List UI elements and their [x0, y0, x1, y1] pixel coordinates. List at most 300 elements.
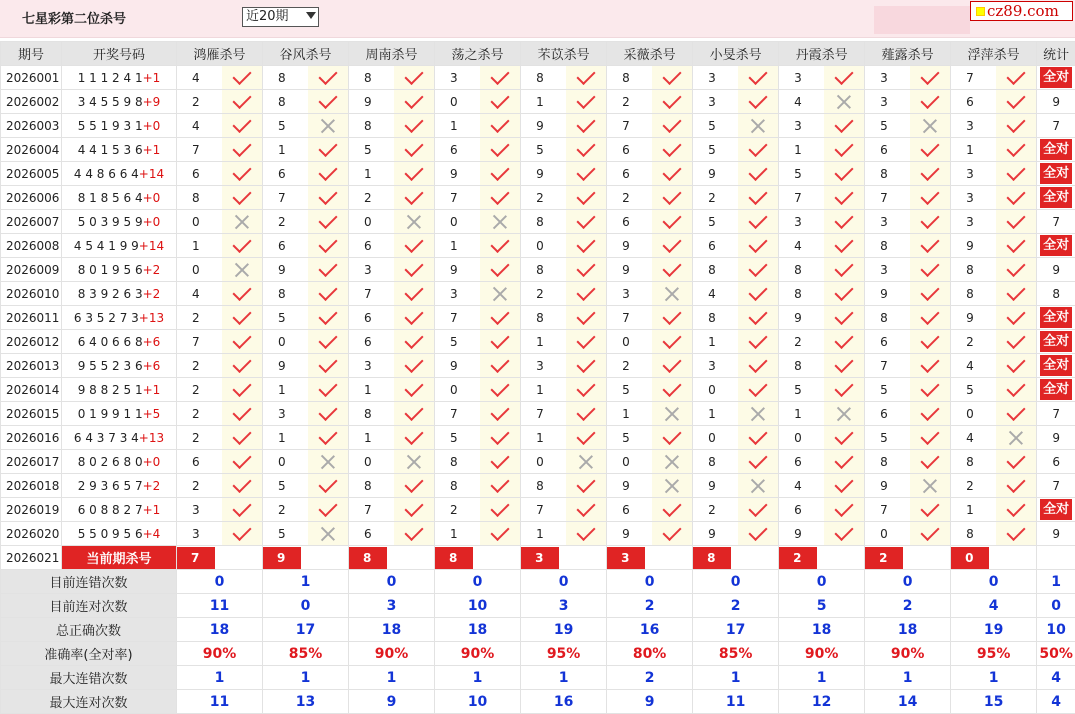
- current-kill-value: 2: [779, 547, 817, 569]
- chevron-down-icon: [306, 12, 316, 19]
- kill-number: 8: [693, 258, 738, 282]
- result-mark: [738, 378, 779, 402]
- stat-cell: [1037, 498, 1075, 522]
- check-icon: [662, 258, 681, 277]
- check-icon: [576, 402, 595, 421]
- summary-value: 18: [177, 618, 263, 642]
- draw-numbers: [62, 258, 177, 282]
- period-cell: 2026010: [1, 282, 62, 306]
- current-kill-value: 7: [177, 547, 215, 569]
- current-kill: [607, 546, 652, 570]
- col-expert[interactable]: 荡之杀号: [435, 42, 521, 66]
- kill-number: 1: [693, 402, 738, 426]
- check-icon: [748, 234, 767, 253]
- result-mark: [566, 306, 607, 330]
- check-icon: [404, 354, 423, 373]
- summary-value: 18: [779, 618, 865, 642]
- check-icon: [318, 90, 337, 109]
- kill-number: 3: [349, 258, 394, 282]
- result-mark: [566, 234, 607, 258]
- result-mark: [652, 162, 693, 186]
- result-mark: [652, 90, 693, 114]
- result-mark: [566, 282, 607, 306]
- check-icon: [404, 282, 423, 301]
- summary-value: 12: [779, 690, 865, 714]
- result-mark: [824, 522, 865, 546]
- draw-numbers: [62, 282, 177, 306]
- kill-number: 2: [177, 474, 222, 498]
- summary-value: 1: [779, 666, 865, 690]
- kill-number: 8: [951, 282, 996, 306]
- result-mark: [308, 186, 349, 210]
- kill-number: 0: [177, 210, 222, 234]
- result-mark: [566, 522, 607, 546]
- summary-value: 0: [435, 570, 521, 594]
- kill-number: 8: [521, 306, 566, 330]
- check-icon: [576, 330, 595, 349]
- kill-number: 8: [865, 234, 910, 258]
- result-mark: [222, 474, 263, 498]
- summary-value: 4: [1037, 666, 1075, 690]
- kill-number: 8: [951, 522, 996, 546]
- summary-value: 18: [865, 618, 951, 642]
- result-mark: [738, 426, 779, 450]
- cross-icon: [1009, 431, 1023, 445]
- summary-value: 90%: [779, 642, 865, 666]
- kill-number: 0: [177, 258, 222, 282]
- stat-cell: 7: [1037, 114, 1075, 138]
- draw-digits: 5 0 3 9 5 9: [78, 215, 143, 229]
- kill-number: 3: [865, 210, 910, 234]
- check-icon: [490, 402, 509, 421]
- current-kill-value: 9: [263, 547, 301, 569]
- result-mark: [738, 66, 779, 90]
- kill-number: 6: [865, 402, 910, 426]
- result-mark: [566, 114, 607, 138]
- check-icon: [1006, 522, 1025, 541]
- kill-number: 2: [177, 90, 222, 114]
- kill-number: 3: [435, 282, 480, 306]
- summary-value: 11: [177, 690, 263, 714]
- result-mark: [394, 402, 435, 426]
- summary-value: 14: [865, 690, 951, 714]
- summary-value: 1: [693, 666, 779, 690]
- kill-number: 6: [779, 498, 824, 522]
- table-row: [1, 426, 1075, 450]
- cross-icon: [837, 95, 851, 109]
- kill-number: 9: [349, 90, 394, 114]
- summary-value: 95%: [521, 642, 607, 666]
- result-mark: [480, 330, 521, 354]
- result-mark: [308, 210, 349, 234]
- header-bar: [0, 0, 1075, 38]
- col-expert[interactable]: 鸿雁杀号: [177, 42, 263, 66]
- draw-numbers: [62, 354, 177, 378]
- kill-number: 6: [607, 162, 652, 186]
- draw-plus: +1: [143, 143, 161, 157]
- check-icon: [834, 282, 853, 301]
- check-icon: [318, 210, 337, 229]
- result-mark: [308, 330, 349, 354]
- check-icon: [662, 138, 681, 157]
- kill-number: 7: [951, 66, 996, 90]
- summary-value: 9: [349, 690, 435, 714]
- kill-number: 3: [951, 162, 996, 186]
- summary-value: 13: [263, 690, 349, 714]
- result-mark: [222, 354, 263, 378]
- result-mark: [910, 282, 951, 306]
- summary-value: 2: [693, 594, 779, 618]
- result-mark: [480, 186, 521, 210]
- result-mark: [308, 450, 349, 474]
- summary-label: 最大连错次数: [1, 666, 177, 690]
- check-icon: [318, 258, 337, 277]
- result-mark: [824, 138, 865, 162]
- kill-number: 1: [693, 330, 738, 354]
- period-cell: 2026011: [1, 306, 62, 330]
- kill-number: 3: [177, 522, 222, 546]
- kill-number: 7: [349, 282, 394, 306]
- summary-value: 3: [349, 594, 435, 618]
- result-mark: [738, 90, 779, 114]
- all-correct-badge: 全对: [1040, 67, 1072, 88]
- col-expert[interactable]: 芣苡杀号: [521, 42, 607, 66]
- site-logo[interactable]: [970, 1, 1073, 21]
- result-mark: [996, 282, 1037, 306]
- check-icon: [834, 66, 853, 85]
- check-icon: [490, 258, 509, 277]
- kill-number: 7: [865, 498, 910, 522]
- kill-number: 1: [349, 378, 394, 402]
- draw-digits: 1 1 1 2 4 1: [78, 71, 143, 85]
- result-mark: [480, 474, 521, 498]
- col-expert[interactable]: 薤露杀号: [865, 42, 951, 66]
- kill-number: 8: [865, 306, 910, 330]
- result-mark: [480, 114, 521, 138]
- summary-value: 0: [951, 570, 1037, 594]
- check-icon: [318, 306, 337, 325]
- cross-icon: [751, 407, 765, 421]
- kill-number: 9: [693, 522, 738, 546]
- check-icon: [748, 162, 767, 181]
- summary-value: 5: [779, 594, 865, 618]
- result-mark: [308, 306, 349, 330]
- check-icon: [748, 306, 767, 325]
- summary-value: 3: [521, 594, 607, 618]
- kill-number: 5: [607, 378, 652, 402]
- banner-block: [874, 6, 970, 34]
- col-period: 期号: [1, 42, 62, 66]
- result-mark: [222, 66, 263, 90]
- kill-number: 0: [349, 450, 394, 474]
- period-cell: 2026014: [1, 378, 62, 402]
- kill-number: 9: [435, 258, 480, 282]
- cross-icon: [665, 287, 679, 301]
- check-icon: [748, 522, 767, 541]
- draw-digits: 4 4 8 6 6 4: [74, 167, 139, 181]
- current-kill: [693, 546, 738, 570]
- kill-number: 3: [951, 114, 996, 138]
- summary-value: 10: [435, 690, 521, 714]
- cross-icon: [493, 287, 507, 301]
- kill-number: 8: [693, 450, 738, 474]
- check-icon: [748, 354, 767, 373]
- summary-value: 15: [951, 690, 1037, 714]
- check-icon: [1006, 138, 1025, 157]
- stat-cell: [1037, 306, 1075, 330]
- kill-number: 6: [607, 210, 652, 234]
- summary-value: 19: [951, 618, 1037, 642]
- kill-number: 0: [263, 450, 308, 474]
- kill-number: 5: [349, 138, 394, 162]
- check-icon: [404, 234, 423, 253]
- draw-numbers: [62, 306, 177, 330]
- check-icon: [232, 522, 251, 541]
- check-icon: [1006, 330, 1025, 349]
- summary-label: 最大连对次数: [1, 690, 177, 714]
- check-icon: [232, 378, 251, 397]
- check-icon: [232, 402, 251, 421]
- check-icon: [232, 450, 251, 469]
- current-kill: [951, 546, 996, 570]
- summary-value: 90%: [349, 642, 435, 666]
- check-icon: [920, 450, 939, 469]
- check-icon: [662, 66, 681, 85]
- stat-cell: [1037, 378, 1075, 402]
- result-mark: [222, 138, 263, 162]
- summary-label: 准确率(全对率): [1, 642, 177, 666]
- check-icon: [662, 186, 681, 205]
- draw-numbers: [62, 66, 177, 90]
- kill-number: 0: [349, 210, 394, 234]
- check-icon: [748, 66, 767, 85]
- kill-number: 8: [263, 90, 308, 114]
- table-row: [1, 90, 1075, 114]
- kill-number: 1: [263, 426, 308, 450]
- result-mark: [308, 282, 349, 306]
- result-mark: [566, 162, 607, 186]
- kill-number: 2: [263, 498, 308, 522]
- result-mark: [308, 90, 349, 114]
- result-mark: [394, 138, 435, 162]
- col-expert[interactable]: 小旻杀号: [693, 42, 779, 66]
- check-icon: [748, 426, 767, 445]
- check-icon: [1006, 450, 1025, 469]
- check-icon: [232, 474, 251, 493]
- cross-icon: [493, 215, 507, 229]
- kill-number: 6: [263, 162, 308, 186]
- all-correct-badge: 全对: [1040, 499, 1072, 520]
- result-mark: [824, 282, 865, 306]
- kill-number: 2: [607, 90, 652, 114]
- check-icon: [1006, 258, 1025, 277]
- check-icon: [834, 138, 853, 157]
- kill-number: 5: [435, 426, 480, 450]
- kill-number: 7: [865, 354, 910, 378]
- kill-number: 8: [779, 258, 824, 282]
- draw-numbers: [62, 210, 177, 234]
- kill-number: 4: [779, 234, 824, 258]
- draw-plus: +13: [139, 311, 164, 325]
- draw-numbers: [62, 114, 177, 138]
- result-mark: [566, 186, 607, 210]
- result-mark: [222, 378, 263, 402]
- kill-number: 6: [349, 330, 394, 354]
- result-mark: [824, 450, 865, 474]
- result-mark: [566, 66, 607, 90]
- result-mark: [824, 162, 865, 186]
- result-mark: [308, 354, 349, 378]
- result-mark: [308, 426, 349, 450]
- draw-numbers: [62, 426, 177, 450]
- summary-label: 总正确次数: [1, 618, 177, 642]
- cross-icon: [665, 455, 679, 469]
- summary-label: 目前连错次数: [1, 570, 177, 594]
- draw-digits: 6 0 8 8 2 7: [78, 503, 143, 517]
- check-icon: [404, 114, 423, 133]
- check-icon: [834, 522, 853, 541]
- check-icon: [920, 378, 939, 397]
- draw-digits: 6 4 3 7 3 4: [74, 431, 139, 445]
- draw-numbers: [62, 90, 177, 114]
- col-expert[interactable]: 谷风杀号: [263, 42, 349, 66]
- kill-number: 1: [521, 378, 566, 402]
- table-row: [1, 498, 1075, 522]
- kill-number: 7: [435, 306, 480, 330]
- kill-number: 2: [177, 426, 222, 450]
- result-mark: [308, 498, 349, 522]
- kill-number: 0: [607, 450, 652, 474]
- check-icon: [662, 354, 681, 373]
- stat-cell: [1037, 162, 1075, 186]
- kill-number: 8: [177, 186, 222, 210]
- kill-number: 1: [521, 522, 566, 546]
- result-mark: [566, 402, 607, 426]
- kill-number: 8: [951, 450, 996, 474]
- summary-value: 16: [607, 618, 693, 642]
- stat-cell: [1037, 66, 1075, 90]
- col-expert[interactable]: 周南杀号: [349, 42, 435, 66]
- kill-number: 1: [263, 138, 308, 162]
- check-icon: [404, 522, 423, 541]
- summary-value: 17: [263, 618, 349, 642]
- check-icon: [490, 138, 509, 157]
- col-expert[interactable]: 丹霞杀号: [779, 42, 865, 66]
- check-icon: [490, 234, 509, 253]
- table-row: [1, 66, 1075, 90]
- result-mark: [480, 306, 521, 330]
- kill-number: 1: [435, 114, 480, 138]
- result-mark: [910, 402, 951, 426]
- stat-cell: 9: [1037, 258, 1075, 282]
- kill-number: 0: [693, 426, 738, 450]
- result-mark: [824, 378, 865, 402]
- result-mark: [996, 210, 1037, 234]
- summary-row: [1, 618, 1075, 642]
- kill-number: 4: [693, 282, 738, 306]
- current-kill: [177, 546, 222, 570]
- check-icon: [318, 138, 337, 157]
- check-icon: [1006, 114, 1025, 133]
- kill-number: 8: [349, 114, 394, 138]
- period-cell: 2026008: [1, 234, 62, 258]
- result-mark: [996, 138, 1037, 162]
- current-kill-spacer: [824, 546, 865, 570]
- check-icon: [662, 426, 681, 445]
- col-expert[interactable]: 浮萍杀号: [951, 42, 1037, 66]
- check-icon: [662, 114, 681, 133]
- draw-digits: 5 5 1 9 3 1: [78, 119, 143, 133]
- check-icon: [318, 498, 337, 517]
- result-mark: [652, 450, 693, 474]
- summary-row: [1, 666, 1075, 690]
- kill-number: 7: [435, 402, 480, 426]
- result-mark: [308, 258, 349, 282]
- result-mark: [480, 354, 521, 378]
- period-range-select[interactable]: [242, 7, 319, 27]
- check-icon: [232, 282, 251, 301]
- check-icon: [1006, 498, 1025, 517]
- check-icon: [834, 354, 853, 373]
- cross-icon: [751, 479, 765, 493]
- draw-plus: +1: [143, 503, 161, 517]
- check-icon: [834, 162, 853, 181]
- result-mark: [394, 90, 435, 114]
- summary-value: 1: [263, 570, 349, 594]
- summary-value: 17: [693, 618, 779, 642]
- current-kill: [865, 546, 910, 570]
- draw-numbers: [62, 138, 177, 162]
- result-mark: [738, 210, 779, 234]
- result-mark: [566, 426, 607, 450]
- result-mark: [738, 306, 779, 330]
- result-mark: [480, 66, 521, 90]
- kill-number: 6: [951, 90, 996, 114]
- kill-number: 7: [349, 498, 394, 522]
- kill-number: 0: [521, 234, 566, 258]
- current-kill-value: 0: [951, 547, 989, 569]
- check-icon: [834, 186, 853, 205]
- result-mark: [824, 66, 865, 90]
- draw-digits: 6 3 5 2 7 3: [74, 311, 139, 325]
- kill-number: 2: [607, 186, 652, 210]
- summary-value: 2: [607, 666, 693, 690]
- kill-number: 5: [865, 426, 910, 450]
- summary-value: 11: [693, 690, 779, 714]
- result-mark: [824, 498, 865, 522]
- result-mark: [308, 66, 349, 90]
- draw-numbers: [62, 474, 177, 498]
- check-icon: [920, 186, 939, 205]
- result-mark: [394, 306, 435, 330]
- result-mark: [652, 330, 693, 354]
- result-mark: [824, 354, 865, 378]
- stat-cell: 9: [1037, 90, 1075, 114]
- result-mark: [566, 474, 607, 498]
- check-icon: [662, 306, 681, 325]
- all-correct-badge: 全对: [1040, 355, 1072, 376]
- kill-number: 9: [779, 522, 824, 546]
- cross-icon: [665, 407, 679, 421]
- current-kill: [263, 546, 308, 570]
- col-expert[interactable]: 采薇杀号: [607, 42, 693, 66]
- kill-number: 4: [951, 426, 996, 450]
- result-mark: [996, 354, 1037, 378]
- result-mark: [308, 402, 349, 426]
- kill-number: 9: [435, 162, 480, 186]
- check-icon: [232, 306, 251, 325]
- kill-number: 7: [607, 114, 652, 138]
